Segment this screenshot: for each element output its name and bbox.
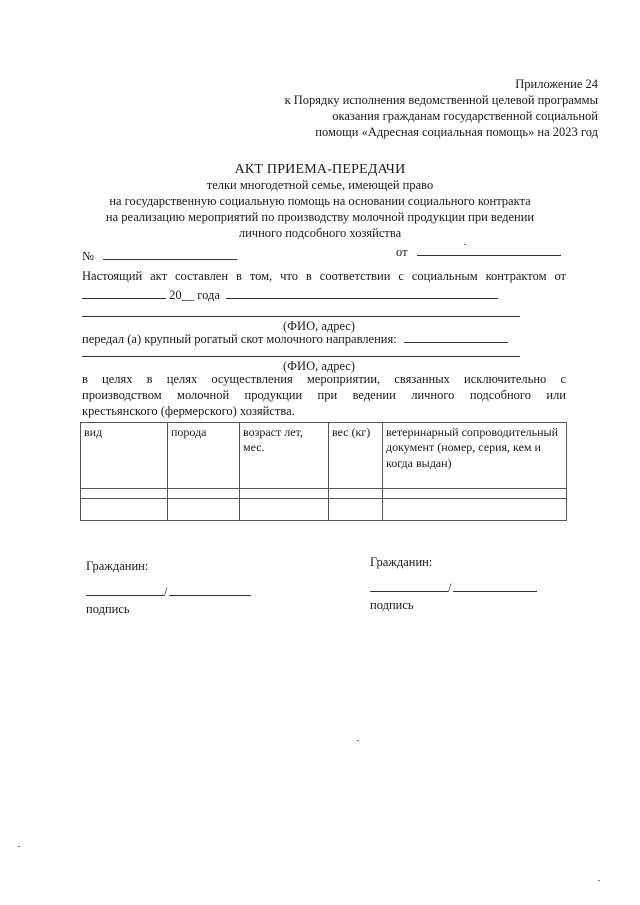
signature-field-left[interactable]: [86, 584, 164, 596]
paragraph-2-line-3: крестьянского (фермерского) хозяйства.: [82, 404, 295, 418]
livestock-table: [80, 422, 567, 521]
table-cell[interactable]: [383, 489, 567, 499]
table-cell[interactable]: [329, 489, 383, 499]
appendix-line-2: к Порядку исполнения ведомственной целевой программы: [284, 93, 598, 107]
table-cell[interactable]: [81, 499, 168, 521]
appendix-header: [218, 76, 598, 140]
date-row: [396, 244, 561, 260]
fio-line-1[interactable]: [82, 316, 520, 317]
citizen-label-right: Гражданин:: [370, 555, 433, 569]
contract-details-field[interactable]: [226, 287, 498, 299]
signature-caption-left: подпись: [86, 602, 130, 616]
document-title: АКТ ПРИЕМА-ПЕРЕДАЧИ: [234, 162, 406, 177]
table-row: [81, 499, 567, 521]
scan-speck: [357, 740, 359, 741]
signature-field-right[interactable]: [370, 580, 448, 592]
table-header-cell: ветеринарный сопроводительный документ (номер, серия, кем и когда выдан): [383, 423, 567, 489]
subtitle-line-1: телки многодетной семье, имеющей право: [206, 178, 434, 192]
table-header-row: [81, 423, 567, 489]
table-header-cell: возраст лет, мес.: [240, 423, 329, 489]
table-cell[interactable]: [329, 499, 383, 521]
scan-speck: [18, 846, 20, 847]
name-field-right[interactable]: [453, 580, 537, 592]
paragraph-2: [82, 371, 566, 419]
table-header-cell: вид: [81, 423, 168, 489]
citizen-label-left: Гражданин:: [86, 559, 149, 573]
table-cell[interactable]: [240, 489, 329, 499]
table-cell[interactable]: [168, 499, 240, 521]
date-label: от: [396, 245, 408, 259]
subtitle-line-2: на государственную социальную помощь на основании социального контракта: [109, 194, 531, 208]
document-subtitle: [40, 177, 600, 241]
table-cell[interactable]: [383, 499, 567, 521]
date-field[interactable]: [417, 244, 561, 256]
signature-separator-left: /: [164, 585, 168, 599]
table-cell[interactable]: [240, 499, 329, 521]
table-header-cell: порода: [168, 423, 240, 489]
scan-speck: [464, 244, 466, 245]
table-row: [81, 489, 567, 499]
cattle-field[interactable]: [404, 331, 508, 343]
signature-row-left: [86, 584, 251, 600]
contract-date-field[interactable]: [82, 287, 166, 299]
signature-row-right: [370, 580, 537, 596]
fio-caption-2: (ФИО, адрес): [283, 359, 356, 373]
appendix-line-3: оказания гражданам государственной социальной: [332, 109, 598, 123]
subtitle-line-4: личного подсобного хозяйства: [238, 226, 402, 240]
fio-caption-1: (ФИО, адрес): [283, 319, 356, 333]
name-field-left[interactable]: [169, 584, 251, 596]
fio-line-2[interactable]: [82, 356, 520, 357]
signature-separator-right: /: [448, 581, 452, 595]
paragraph-1-line-1: Настоящий акт составлен в том, что в соответствии с социальным контрактом от: [82, 269, 566, 283]
year-label: 20__ года: [169, 288, 220, 302]
paragraph-2-line-2: производством молочной продукции при ведении личного подсобного или: [82, 388, 566, 402]
number-row: [82, 248, 237, 264]
number-field[interactable]: [103, 248, 237, 260]
number-label: №: [82, 249, 94, 263]
subtitle-line-3: на реализацию мероприятий по производству молочной продукции при ведении: [105, 210, 535, 224]
transfer-row: [82, 331, 522, 347]
transfer-text: передал (а) крупный рогатый скот молочного направления:: [82, 332, 397, 346]
appendix-line-1: Приложение 24: [515, 77, 598, 91]
paragraph-1-line-2: [82, 287, 512, 303]
signature-caption-right: подпись: [370, 598, 414, 612]
table-header-cell: вес (кг): [329, 423, 383, 489]
table-cell[interactable]: [81, 489, 168, 499]
paragraph-2-line-1: в целях в целях осуществления мероприятии, связанных исключительно с: [82, 372, 566, 386]
appendix-line-4: помощи «Адресная социальная помощь» на 2023 год: [315, 125, 598, 139]
scan-speck: [598, 880, 600, 881]
table-cell[interactable]: [168, 489, 240, 499]
